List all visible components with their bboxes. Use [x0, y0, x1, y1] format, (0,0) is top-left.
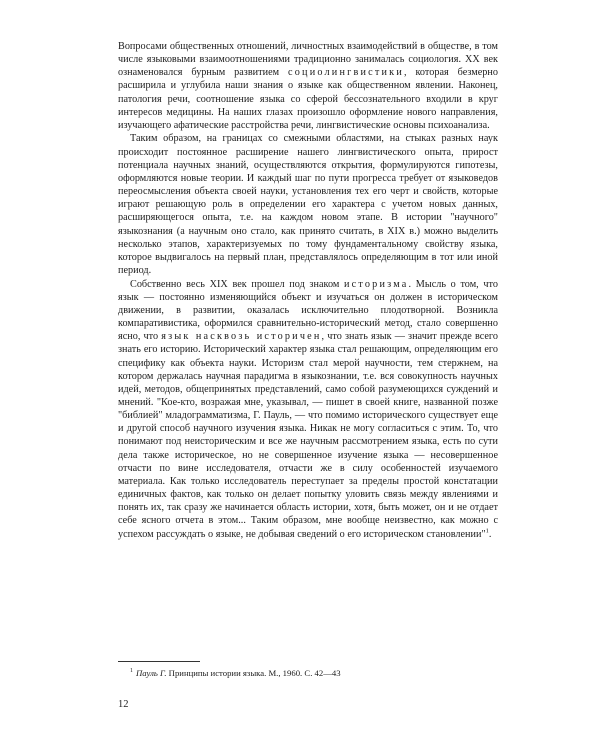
emphasized-term: историзма	[344, 278, 409, 290]
footnote-author: Пауль Г.	[136, 667, 167, 678]
paragraph-text: Собственно весь XIX век прошел под знаком	[130, 278, 344, 290]
footnote-reference: 1	[485, 527, 489, 535]
paragraph-text: Таким образом, на границах со смежными областями, на стыках разных наук происходит постоянное расширение нашего лингвистического опыта, прирост потенциала научных знаний, осуществляются открытия, формулируются гипотезы, оформляются новые теории. И каждый шаг по пути прогресса требует от языковедов переосмысления объекта своей науки, установления тех его черт и свойств, которые играют решающую роль в определении его характера с учетом новых данных, расширяющегося опыта, т.е. на каждом новом этапе. В истории "научного" языкознания (а научным оно стало, как принято считать, в XIX в.) можно выделить несколько этапов, характеризуемых по тому фундаментальному свойству языка, которое выдвигалось на первый план, представлялось определяющим в тот или иной период.	[118, 133, 498, 277]
footnote	[130, 666, 490, 679]
paragraph-text: Вопросами общественных отношений, личностных взаимодействий в обществе, в том числе языковыми взаимоотношениями традиционно занималась социология. XX век ознаменовался бурным развитием	[118, 41, 498, 79]
paragraph	[118, 40, 498, 132]
page-number: 12	[118, 699, 129, 710]
paragraph-text: , что знать язык — значит прежде всего знать его историю. Исторический характер языка стал решающим, определяющим его специфику как объекта науки. Историзм стал мерой научности, тем стержнем, на котором держалась научная парадигма в языкознании, т.е. вся совокупность научных идей, методов, общепринятых представлений, само собой разумеющихся суждений и мнений. "Кое-кто, возражая мне, указывал, — пишет в своей книге, названной позже "библией" младограмматизма, Г. Пауль, — что помимо исторического существует еще и другой способ научного изучения языка. Никак не могу согласиться с этим. То, что понимают под неисторическим и все же научным рассмотрением языка, есть по сути дела также историческое, но не совершенное изучение языка — несовершенное отчасти по вине исследователя, отчасти же в силу особенностей изучаемого материала. Как только исследователь переступает за пределы простой констатации единичных фактов, как только он делает попытку уловить связь между явлениями и понять их, так сразу же начинается область истории, хотя, быть может, он и не отдает себе ясного отчета в этом... Таким образом, мне вообще неизвестно, как можно с успехом рассуждать о языке, не добывая сведений о его историческом становлении"	[118, 331, 498, 540]
emphasized-term: социолингвистики	[288, 67, 404, 79]
emphasized-term: язык насквозь историчен	[161, 331, 322, 343]
footnote-divider	[118, 661, 200, 662]
paragraph	[118, 132, 498, 277]
footnote-mark: 1	[130, 668, 133, 674]
page-body	[118, 40, 498, 541]
paragraph-text: , которая безмерно расширила и углубила наши знания о языке как общественном явлении. Наконец, патология речи, соотношение языка со сферой бессознательного входили в круг интересов медицины. На наших глазах произошло оформление нового направления, изучающего афатические расстройства речи, лингвистические основы психоанализа.	[118, 67, 498, 131]
paragraph	[118, 278, 498, 541]
paragraph-text: .	[488, 528, 492, 540]
footnote-text: Принципы истории языка. М., 1960. С. 42—43	[166, 667, 341, 678]
paragraph-text: . Мысль о том, что язык — постоянно изменяющийся объект и изучаться он должен в историческом движении, в развитии, оказалась исключительно плодотворной. Возникла компаративистика, оформился сравнительно-исторический метод, стало совершенно ясно, что	[118, 278, 498, 343]
